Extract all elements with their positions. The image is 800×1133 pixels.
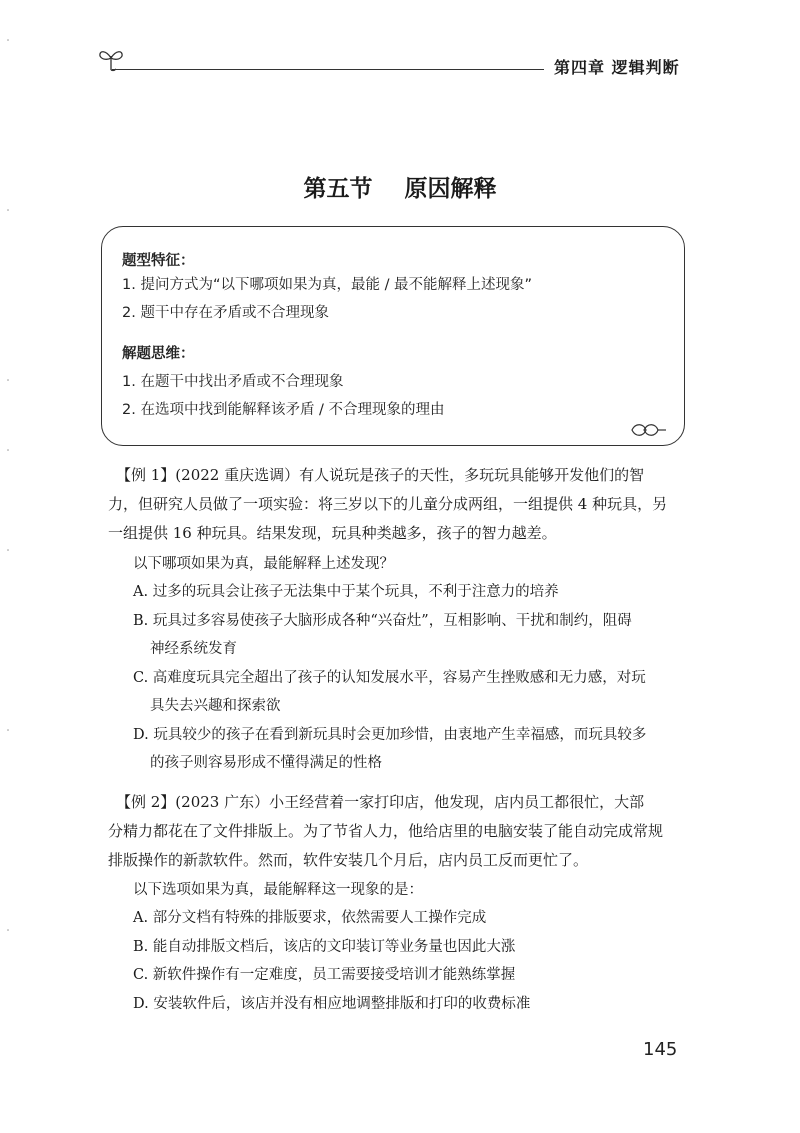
page-number: 145: [643, 1039, 678, 1060]
section-title: 第五节 原因解释: [303, 175, 497, 202]
example-2-line: 分精力都花在了文件排版上。为了节省人力，他给店里的电脑安装了能自动完成常规: [108, 822, 664, 840]
example-1-line: 力，但研究人员做了一项实验：将三岁以下的儿童分成两组，一组提供 4 种玩具，另: [108, 495, 668, 513]
example-1-option-c: C. 高难度玩具完全超出了孩子的认知发展水平，容易产生挫败感和无力感，对玩: [133, 670, 646, 686]
feature-item: 1. 提问方式为“以下哪项如果为真，最能 / 最不能解释上述现象”: [122, 277, 533, 293]
thinking-heading: 解题思维：: [122, 346, 195, 362]
thinking-item: 1. 在题干中找出矛盾或不合理现象: [122, 374, 344, 390]
example-2-option-c: C. 新软件操作有一定难度，员工需要接受培训才能熟练掌握: [133, 967, 516, 983]
example-2-line: 排版操作的新款软件。然而，软件安装几个月后，店内员工反而更忙了。: [108, 851, 589, 869]
thinking-item: 2. 在选项中找到能解释该矛盾 / 不合理现象的理由: [122, 402, 445, 418]
example-1-option-b-cont: 神经系统发育: [150, 641, 237, 657]
example-1-option-d-cont: 的孩子则容易形成不懂得满足的性格: [150, 755, 382, 771]
example-1-option-d: D. 玩具较少的孩子在看到新玩具时会更加珍惜，由衷地产生幸福感，而玩具较多: [133, 727, 647, 743]
example-1-line: 一组提供 16 种玩具。结果发现，玩具种类越多，孩子的智力越差。: [108, 524, 557, 542]
example-2-option-a: A. 部分文档有特殊的排版要求，依然需要人工操作完成: [133, 910, 487, 926]
example-1-option-c-cont: 具失去兴趣和探索欲: [150, 698, 281, 714]
example-2-option-b: B. 能自动排版文档后，该店的文印装订等业务量也因此大涨: [133, 939, 516, 955]
leaf-ornament-icon: [628, 420, 668, 440]
chapter-title: 第四章 逻辑判断: [554, 58, 680, 77]
example-1-line: 【例 1】(2022 重庆选调）有人说玩是孩子的天性，多玩玩具能够开发他们的智: [116, 466, 645, 484]
example-1-option-a: A. 过多的玩具会让孩子无法集中于某个玩具，不利于注意力的培养: [133, 584, 559, 600]
header-rule: [112, 69, 544, 70]
example-2-line: 【例 2】(2023 广东）小王经营着一家打印店，他发现，店内员工都很忙，大部: [116, 793, 645, 811]
feature-item: 2. 题干中存在矛盾或不合理现象: [122, 305, 329, 321]
example-2-option-d: D. 安装软件后，该店并没有相应地调整排版和打印的收费标准: [133, 996, 531, 1012]
example-1-question: 以下哪项如果为真，最能解释上述发现？: [133, 556, 394, 572]
feature-heading: 题型特征：: [122, 253, 195, 269]
example-1-option-b: B. 玩具过多容易使孩子大脑形成各种“兴奋灶”，互相影响、干扰和制约，阻碍: [133, 613, 632, 629]
example-2-question: 以下选项如果为真，最能解释这一现象的是：: [133, 882, 423, 898]
